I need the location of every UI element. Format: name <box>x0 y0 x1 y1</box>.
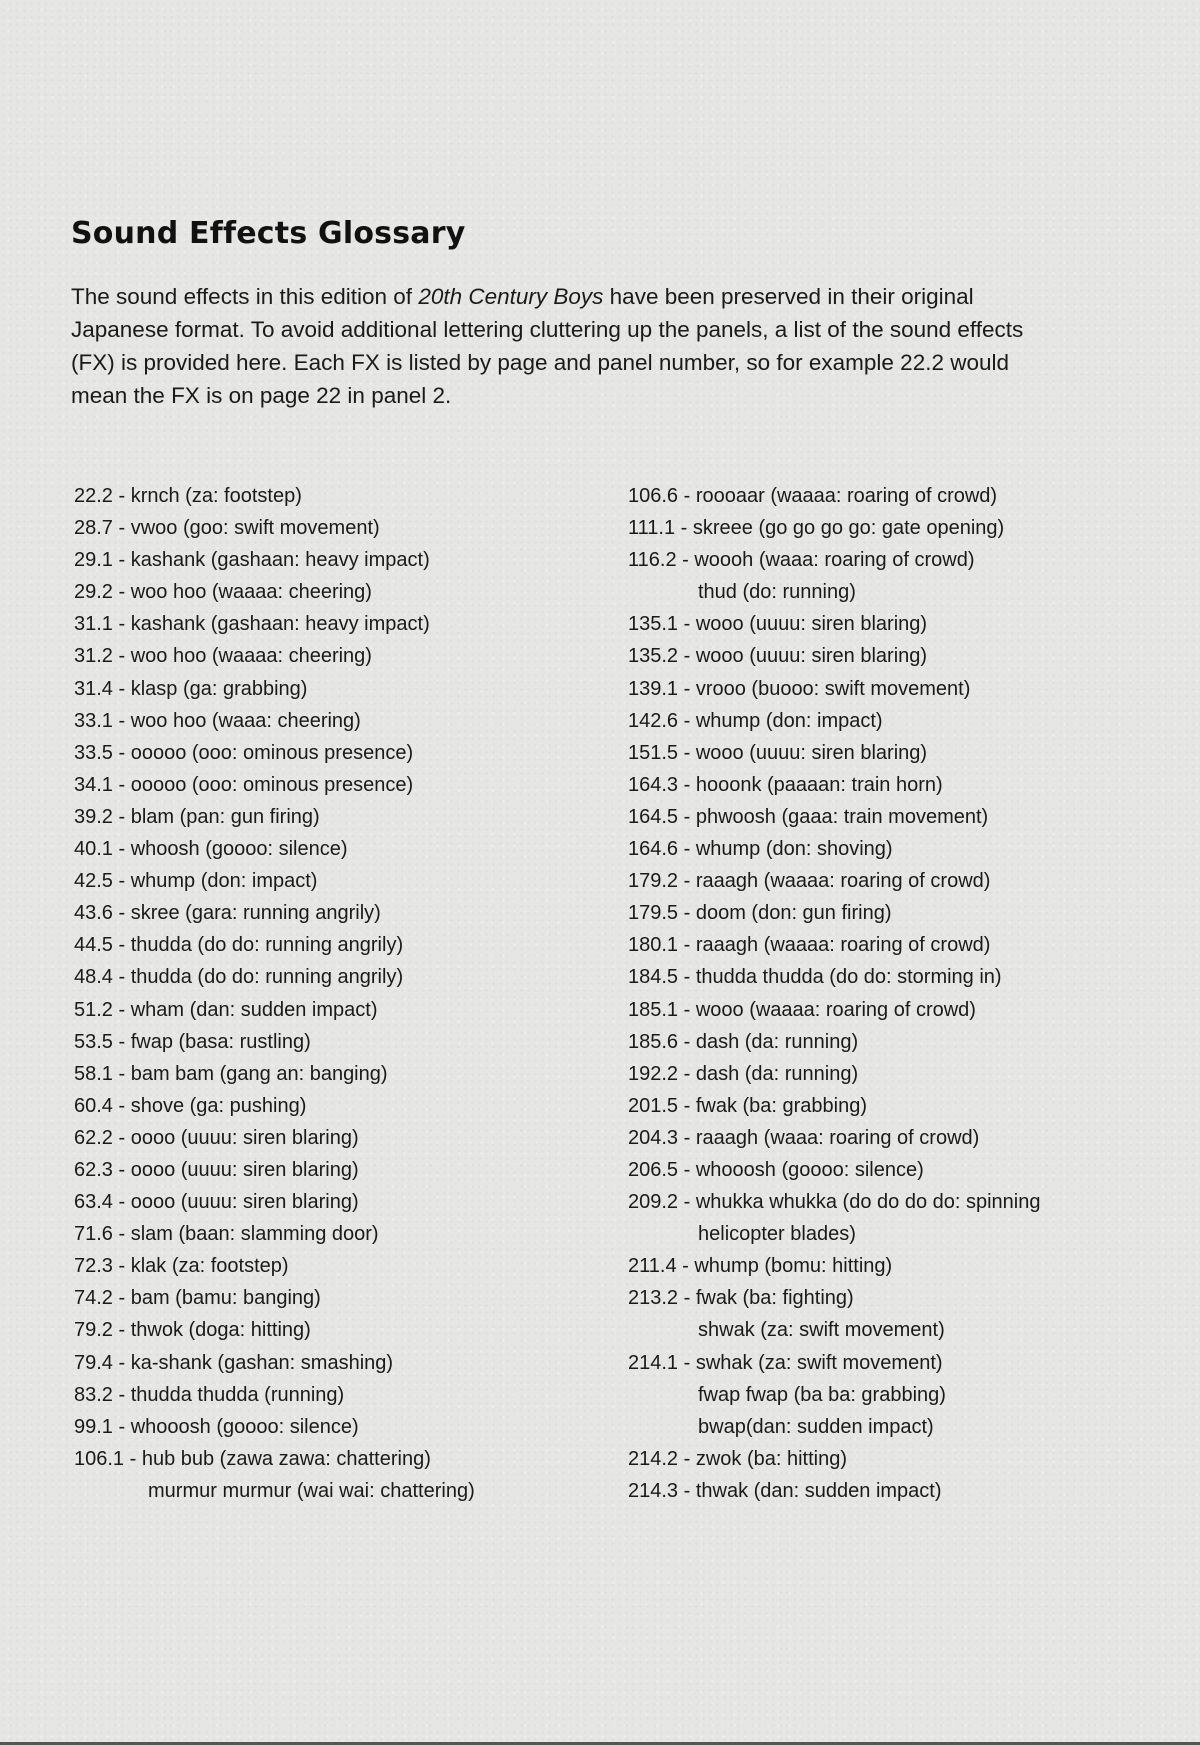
glossary-entry: 151.5 - wooo (uuuu: siren blaring) <box>628 741 928 764</box>
glossary-entry: 79.2 - thwok (doga: hitting) <box>74 1319 311 1342</box>
glossary-entry: 164.3 - hooonk (paaaan: train horn) <box>628 773 943 796</box>
glossary-entry: 139.1 - vrooo (buooo: swift movement) <box>628 677 971 700</box>
intro-paragraph <box>71 280 1031 412</box>
glossary-entry-continuation: murmur murmur (wai wai: chattering) <box>148 1479 475 1502</box>
glossary-entry: 40.1 - whoosh (goooo: silence) <box>74 838 348 861</box>
glossary-entry: 192.2 - dash (da: running) <box>628 1062 859 1085</box>
glossary-entry: 111.1 - skreee (go go go go: gate opening) <box>628 517 1005 540</box>
glossary-entry-continuation: bwap(dan: sudden impact) <box>698 1415 934 1438</box>
glossary-entry-continuation: thud (do: running) <box>698 581 856 604</box>
glossary-entry: 179.2 - raaagh (waaaa: roaring of crowd) <box>628 870 991 893</box>
glossary-entry: 63.4 - oooo (uuuu: siren blaring) <box>74 1191 359 1214</box>
glossary-entry: 204.3 - raaagh (waaa: roaring of crowd) <box>628 1126 980 1149</box>
glossary-entry: 62.2 - oooo (uuuu: siren blaring) <box>74 1126 359 1149</box>
glossary-entry: 72.3 - klak (za: footstep) <box>74 1255 289 1278</box>
glossary-entry: 71.6 - slam (baan: slamming door) <box>74 1223 379 1246</box>
glossary-entry: 31.2 - woo hoo (waaaa: cheering) <box>74 645 372 668</box>
glossary-entry: 179.5 - doom (don: gun firing) <box>628 902 892 925</box>
glossary-entry: 99.1 - whooosh (goooo: silence) <box>74 1415 359 1438</box>
glossary-entry: 180.1 - raaagh (waaaa: roaring of crowd) <box>628 934 991 957</box>
glossary-entry: 29.2 - woo hoo (waaaa: cheering) <box>74 581 372 604</box>
intro-text-end: have been preserved in their original Japanese format. To avoid additional lettering cluttering up the panels, a list of the sound effects (FX) is provided here. Each FX is listed by page and panel number, so for example 22.2 would mean the FX is on page 22 in panel 2. <box>71 284 1024 408</box>
glossary-entry: 211.4 - whump (bomu: hitting) <box>628 1255 893 1278</box>
glossary-entry: 60.4 - shove (ga: pushing) <box>74 1094 307 1117</box>
glossary-entry: 83.2 - thudda thudda (running) <box>74 1383 345 1406</box>
intro-text-start: The sound effects in this edition of <box>71 284 419 309</box>
glossary-entry: 116.2 - woooh (waaa: roaring of crowd) <box>628 549 975 572</box>
glossary-entry-continuation: helicopter blades) <box>698 1223 856 1246</box>
glossary-entry: 62.3 - oooo (uuuu: siren blaring) <box>74 1158 359 1181</box>
glossary-right-column <box>628 480 1128 1507</box>
glossary-entry: 39.2 - blam (pan: gun firing) <box>74 805 320 828</box>
glossary-entry-continuation: shwak (za: swift movement) <box>698 1319 945 1342</box>
glossary-entry: 213.2 - fwak (ba: fighting) <box>628 1287 854 1310</box>
glossary-entry: 142.6 - whump (don: impact) <box>628 709 883 732</box>
glossary-entry: 31.4 - klasp (ga: grabbing) <box>74 677 308 700</box>
glossary-entry: 48.4 - thudda (do do: running angrily) <box>74 966 404 989</box>
glossary-entry: 42.5 - whump (don: impact) <box>74 870 318 893</box>
glossary-entry: 135.2 - wooo (uuuu: siren blaring) <box>628 645 928 668</box>
glossary-entry: 185.6 - dash (da: running) <box>628 1030 859 1053</box>
glossary-left-column <box>74 480 614 1507</box>
glossary-entry: 201.5 - fwak (ba: grabbing) <box>628 1094 868 1117</box>
glossary-entry: 74.2 - bam (bamu: banging) <box>74 1287 321 1310</box>
glossary-entry: 31.1 - kashank (gashaan: heavy impact) <box>74 613 430 636</box>
glossary-entry: 22.2 - krnch (za: footstep) <box>74 485 302 507</box>
glossary-entry: 214.1 - swhak (za: swift movement) <box>628 1351 943 1374</box>
glossary-entry: 185.1 - wooo (waaaa: roaring of crowd) <box>628 998 976 1021</box>
glossary-entry: 44.5 - thudda (do do: running angrily) <box>74 934 404 957</box>
glossary-entry: 53.5 - fwap (basa: rustling) <box>74 1030 311 1053</box>
glossary-entry: 34.1 - ooooo (ooo: ominous presence) <box>74 773 414 796</box>
glossary-entry: 135.1 - wooo (uuuu: siren blaring) <box>628 613 928 636</box>
glossary-entry: 29.1 - kashank (gashaan: heavy impact) <box>74 549 430 572</box>
glossary-entry-continuation: fwap fwap (ba ba: grabbing) <box>698 1383 946 1406</box>
glossary-entry: 214.2 - zwok (ba: hitting) <box>628 1447 847 1470</box>
glossary-entry: 106.6 - roooaar (waaaa: roaring of crowd) <box>628 485 998 507</box>
glossary-entry: 33.5 - ooooo (ooo: ominous presence) <box>74 741 414 764</box>
glossary-entry: 43.6 - skree (gara: running angrily) <box>74 902 381 925</box>
glossary-entry: 79.4 - ka-shank (gashan: smashing) <box>74 1351 394 1374</box>
page-title: Sound Effects Glossary <box>71 216 466 251</box>
glossary-entry: 214.3 - thwak (dan: sudden impact) <box>628 1479 942 1502</box>
glossary-entry: 184.5 - thudda thudda (do do: storming in) <box>628 966 1002 989</box>
glossary-entry: 164.5 - phwoosh (gaaa: train movement) <box>628 805 989 828</box>
glossary-entry: 51.2 - wham (dan: sudden impact) <box>74 998 378 1021</box>
book-title: 20th Century Boys <box>418 284 604 309</box>
glossary-entry: 206.5 - whooosh (goooo: silence) <box>628 1158 924 1181</box>
glossary-entry: 58.1 - bam bam (gang an: banging) <box>74 1062 388 1085</box>
glossary-entry: 28.7 - vwoo (goo: swift movement) <box>74 517 380 540</box>
glossary-entry: 164.6 - whump (don: shoving) <box>628 838 893 861</box>
glossary-entry: 209.2 - whukka whukka (do do do do: spinning <box>628 1191 1041 1214</box>
glossary-entry: 33.1 - woo hoo (waaa: cheering) <box>74 709 361 732</box>
glossary-entry: 106.1 - hub bub (zawa zawa: chattering) <box>74 1447 431 1470</box>
